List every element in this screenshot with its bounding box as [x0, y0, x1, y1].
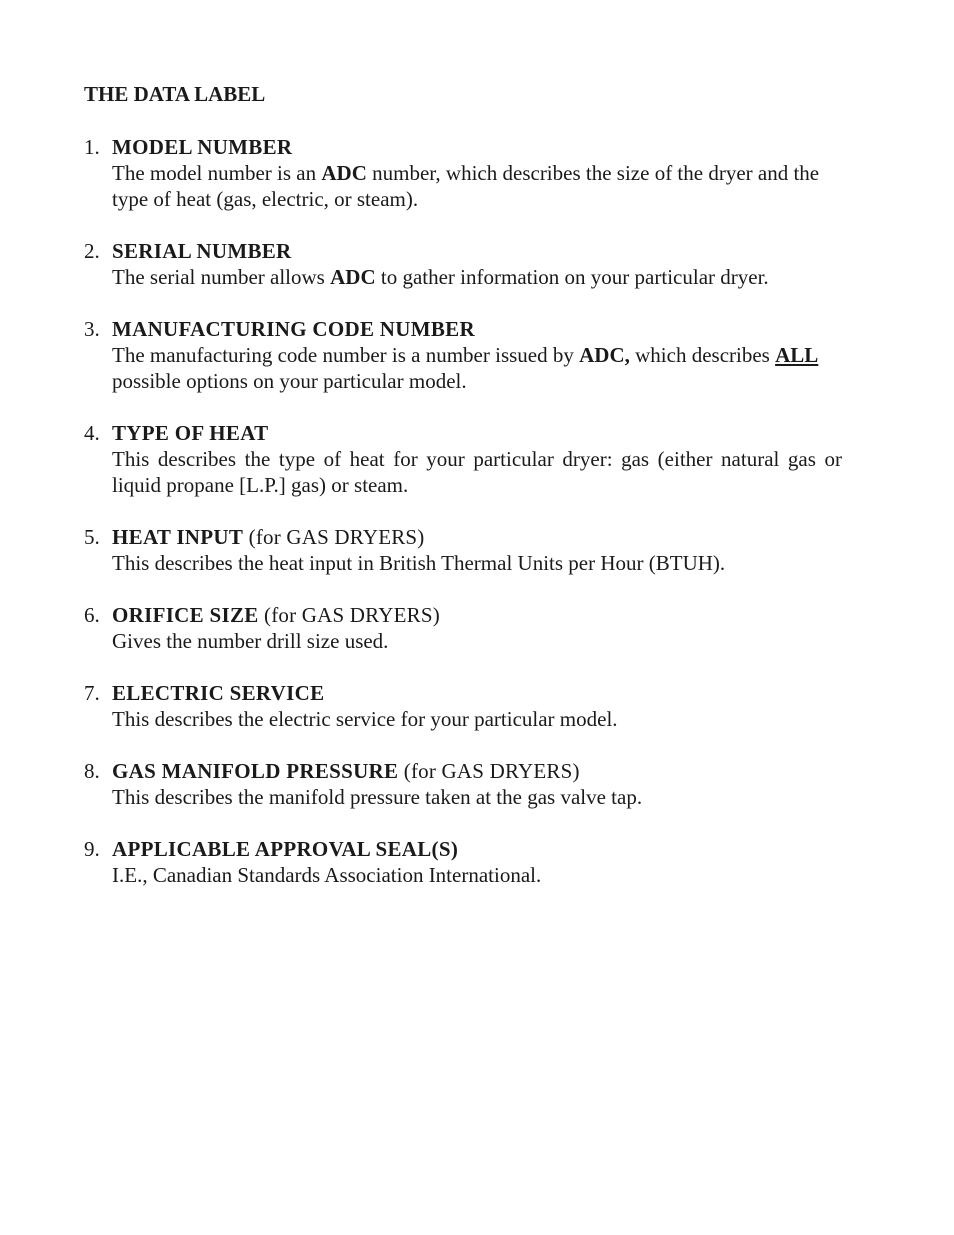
item-number: 4. [84, 421, 100, 445]
item-heading [112, 420, 842, 446]
description-text: The manufacturing code number is a number issued by [112, 343, 580, 367]
item-number: 9. [84, 837, 100, 861]
item-number: 5. [84, 525, 100, 549]
item-heading [112, 602, 842, 628]
list-item-electric-service [84, 680, 842, 732]
description-text: possible options on your particular model. [112, 369, 467, 393]
item-number: 6. [84, 603, 100, 627]
list-item-approval-seals [84, 836, 842, 888]
list-item-orifice-size [84, 602, 842, 654]
emphasis-all: ALL [775, 343, 819, 367]
list-item-type-of-heat [84, 420, 842, 498]
brand-abbrev: ADC [330, 265, 376, 289]
description-text: which describes [629, 343, 776, 367]
item-description: Gives the number drill size used. [112, 629, 389, 653]
heading-qualifier: (for GAS DRYERS) [258, 603, 440, 627]
description-text: The model number is an [112, 161, 322, 185]
list-item-manufacturing-code [84, 316, 842, 394]
list-item-serial-number [84, 238, 842, 290]
item-heading [112, 524, 842, 550]
item-description [112, 160, 842, 212]
item-number: 3. [84, 317, 100, 341]
item-number: 8. [84, 759, 100, 783]
heading-text: SERIAL NUMBER [112, 239, 292, 263]
item-description: This describes the manifold pressure taken at the gas valve tap. [112, 785, 643, 809]
item-heading [112, 758, 842, 784]
heading-qualifier: (for GAS DRYERS) [398, 759, 580, 783]
description-text: to gather information on your particular dryer. [375, 265, 769, 289]
item-number: 7. [84, 681, 100, 705]
item-heading [112, 836, 842, 862]
item-description [112, 342, 842, 394]
list-item-gas-manifold-pressure [84, 758, 842, 810]
item-description: I.E., Canadian Standards Association International. [112, 863, 542, 887]
list-item-heat-input [84, 524, 842, 576]
item-description: This describes the type of heat for your particular dryer: gas (either natural gas or liquid propane [L.P.] gas) or steam. [112, 447, 842, 497]
heading-text: MANUFACTURING CODE NUMBER [112, 317, 475, 341]
item-description: This describes the electric service for your particular model. [112, 707, 618, 731]
document-page [84, 81, 842, 914]
item-description: This describes the heat input in British Thermal Units per Hour (BTUH). [112, 551, 726, 575]
list-item-model-number [84, 134, 842, 212]
description-text: The serial number allows [112, 265, 331, 289]
description-text: number, which describes the size of the dryer and the type of heat (gas, electric, or steam). [112, 161, 820, 211]
brand-abbrev: ADC [321, 161, 367, 185]
item-heading [112, 238, 842, 264]
item-heading [112, 134, 842, 160]
item-number: 1. [84, 135, 100, 159]
item-number: 2. [84, 239, 100, 263]
item-description [112, 264, 842, 290]
item-heading [112, 316, 842, 342]
heading-qualifier: (for GAS DRYERS) [243, 525, 425, 549]
brand-abbrev: ADC, [579, 343, 630, 367]
heading-text: APPLICABLE APPROVAL SEAL(S) [112, 837, 459, 861]
heading-text: HEAT INPUT [112, 525, 244, 549]
heading-text: MODEL NUMBER [112, 135, 293, 159]
item-heading [112, 680, 842, 706]
heading-text: ORIFICE SIZE [112, 603, 259, 627]
heading-text: GAS MANIFOLD PRESSURE [112, 759, 399, 783]
heading-text: ELECTRIC SERVICE [112, 681, 325, 705]
heading-text: TYPE OF HEAT [112, 421, 269, 445]
page-title: THE DATA LABEL [84, 82, 266, 106]
